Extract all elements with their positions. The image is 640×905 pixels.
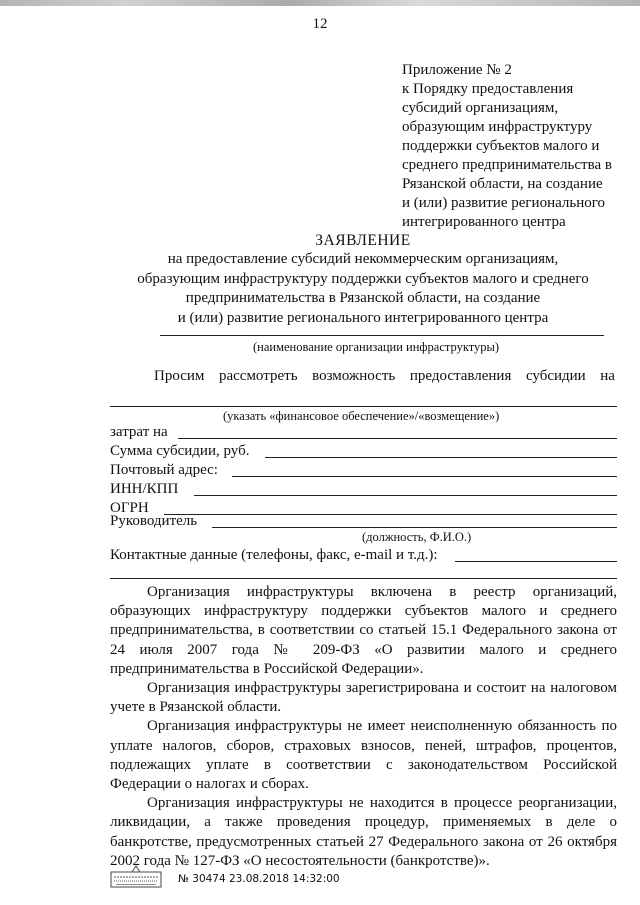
paragraph-registry: Организация инфраструктуры включена в реестр организаций, образующих инфраструктуру поддержки субъектов малого и среднего предпринимательства, в соответствии со статьей 15.1 Федерального закона от 24 июля 2007 года № 209-ФЗ «О развитии малого и среднего предпринимательства в Российской Федерации».	[110, 584, 617, 677]
org-name-line[interactable]	[160, 335, 604, 336]
annex-line: к Порядку предоставления	[402, 81, 574, 97]
org-name-caption: (наименование организации инфраструктуры)	[253, 340, 500, 354]
annex-line: интегрированного центра	[402, 214, 566, 230]
ogrn-label: ОГРН	[110, 500, 149, 516]
head-label: Руководитель	[110, 513, 198, 529]
address-field[interactable]	[232, 476, 617, 477]
paragraph-no-bankruptcy: Организация инфраструктуры не находится в процессе реорганизации, ликвидации, а также проведения процедур, применяемых в деле о банкротстве, предусмотренных статьей 27 Федерального закона от 26 октября 2002 года № 127-ФЗ «О несостоятельности (банкротстве)».	[110, 795, 617, 869]
inn-label: ИНН/КПП	[110, 481, 179, 497]
request-word: на	[600, 368, 615, 384]
scan-edge	[0, 0, 640, 6]
registration-stamp-icon	[110, 864, 162, 888]
annex-line: и (или) развитие регионального	[402, 195, 606, 211]
page-number: 12	[312, 16, 328, 32]
annex-line: Приложение № 2	[402, 62, 512, 78]
subtitle-line: на предоставление субсидий некоммерческим организациям,	[167, 251, 559, 267]
subtitle-line: образующим инфраструктуру поддержки субъектов малого и среднего	[137, 270, 589, 287]
support-type-caption: (указать «финансовое обеспечение»/«возмещение»)	[223, 409, 500, 423]
annex-line: среднего предпринимательства в	[402, 157, 612, 173]
address-label: Почтовый адрес:	[110, 462, 218, 478]
annex-line: субсидий организациям,	[402, 100, 559, 116]
support-type-line[interactable]	[110, 406, 617, 407]
annex-line: образующим инфраструктуру	[402, 119, 593, 135]
request-word: возможность	[312, 368, 396, 384]
document-title: ЗАЯВЛЕНИЕ	[315, 232, 411, 249]
amount-field[interactable]	[265, 457, 617, 458]
annex-line: поддержки субъектов малого и	[402, 138, 600, 154]
ogrn-field[interactable]	[164, 514, 617, 515]
paragraph-no-tax-debt: Организация инфраструктуры не имеет неисполненную обязанность по уплате налогов, сборов, страховых взносов, пеней, штрафов, процентов, подлежащих уплате в соответствии с законодательством Российской Федерации о налогах и сборах.	[110, 718, 617, 793]
footer-registration: № 30474 23.08.2018 14:32:00	[178, 873, 340, 885]
request-sentence	[154, 368, 615, 385]
subtitle-line: предпринимательства в Рязанской области, на создание	[185, 290, 541, 306]
request-word: рассмотреть	[218, 368, 298, 384]
head-caption: (должность, Ф.И.О.)	[362, 530, 472, 544]
inn-field[interactable]	[194, 495, 617, 496]
amount-label: Сумма субсидии, руб.	[110, 443, 250, 459]
request-word: субсидии	[525, 368, 586, 384]
annex-line: Рязанской области, на создание	[402, 176, 603, 192]
costs-label: затрат на	[110, 424, 168, 440]
contacts-label: Контактные данные (телефоны, факс, e-mail и т.д.):	[110, 547, 438, 563]
contacts-field[interactable]	[455, 561, 617, 562]
head-field[interactable]	[212, 527, 617, 528]
subtitle-line: и (или) развитие регионального интегрированного центра	[177, 309, 549, 326]
request-word: предоставления	[409, 368, 512, 384]
document-subtitle	[0, 250, 640, 328]
contacts-extra-line[interactable]	[110, 578, 617, 579]
paragraph-tax-registration: Организация инфраструктуры зарегистрирована и состоит на налоговом учете в Рязанской области.	[110, 680, 617, 716]
body-text	[110, 583, 617, 871]
costs-field[interactable]	[178, 438, 617, 439]
annex-block	[402, 61, 627, 232]
request-word: Просим	[154, 368, 205, 384]
